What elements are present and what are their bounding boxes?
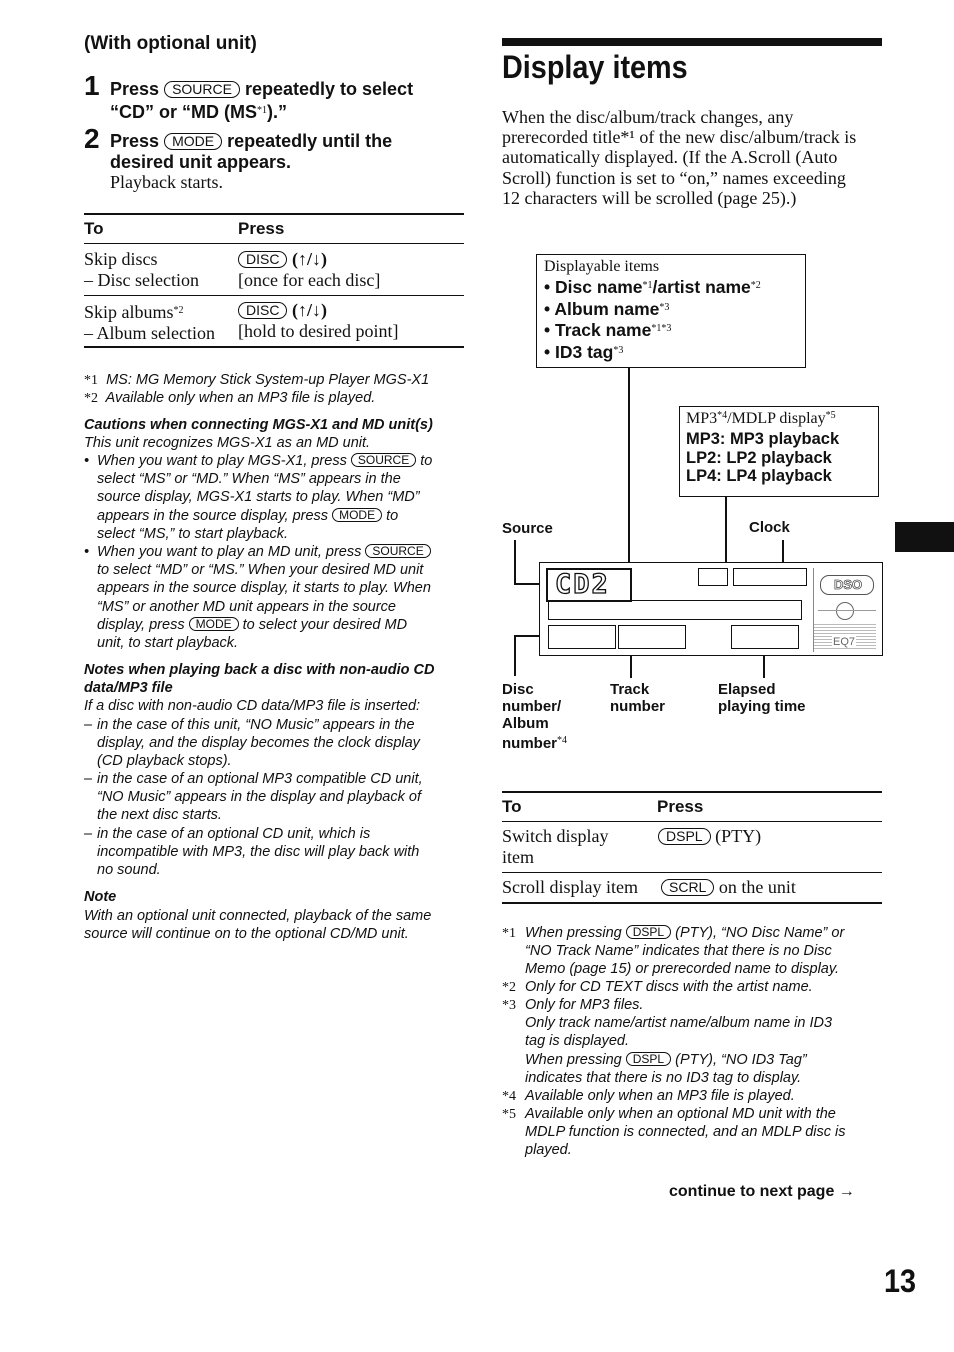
box-title: Displayable items [544, 258, 660, 275]
notes-title: Notes when playing back a disc with non-audio CD data/MP3 file [84, 662, 435, 697]
table-col-to: To [502, 797, 522, 816]
page-title: Display items [502, 49, 688, 85]
footnote-mark: *1 [502, 926, 516, 941]
disc-key: DISC [238, 302, 287, 319]
disc-key: DISC [238, 251, 287, 268]
step-1-text: Press SOURCE repeatedly to select “CD” or “MD (MS$^{*1}$).” [110, 79, 414, 122]
source-segment [546, 568, 632, 602]
name-segment [548, 600, 802, 620]
clock-segment [733, 568, 807, 586]
cautions-bullet-1: When you want to play MGS-X1, press SOURCE to select “MS” or “MD.” When “MS” appears in the source display, MGS-X1 starts to play. When “MD” appears in the source display, press MODE to select “MS,” to start playback. [97, 453, 433, 542]
section-tab [895, 522, 954, 552]
disc-number-segment [548, 625, 616, 649]
footnote-mark: *4 [502, 1089, 516, 1104]
table-row-1-press: DSPL (PTY) [658, 826, 761, 847]
label-source: Source [502, 520, 553, 537]
notes-item-3: in the case of an optional CD unit, which is incompatible with MP3, the disc will play back with no sound. [97, 826, 420, 879]
dash-marker: – [84, 717, 93, 733]
step-number-2: 2 [84, 123, 100, 154]
dso-logo-text: DSO [834, 577, 863, 592]
footnote-1: *1 MS: MG Memory Stick System-up Player MGS-X1 [84, 372, 430, 388]
up-down-arrows: (↑/↓) [291, 249, 327, 269]
notes-item-1: in the case of this unit, “NO Music” appears in the display, and the display becomes the clock display (CD playback stops). [97, 717, 420, 770]
up-down-arrows: (↑/↓) [291, 300, 327, 320]
bullet-marker: • [84, 544, 90, 560]
table-row-1-press: DISC (↑/↓) [once for each disc] [238, 249, 381, 290]
mode-key: MODE [164, 133, 222, 150]
table-col-press: Press [238, 219, 285, 238]
box-title: MP3$^{*4}$/MDLP display$^{*5}$ [686, 410, 836, 427]
page-number: 13 [884, 1263, 917, 1299]
cautions-title: Cautions when connecting MGS-X1 and MD unit(s) [84, 417, 433, 433]
dash-marker: – [84, 771, 93, 787]
dso-logo [820, 575, 874, 595]
continue-link[interactable]: continue to next page → [669, 1183, 855, 1200]
indicator-line [818, 610, 876, 611]
display-panel [539, 562, 883, 656]
step-2-sub: Playback starts. [110, 172, 223, 192]
intro-paragraph: When the disc/album/track changes, any prerecorded title*¹ of the new disc/album/track is automatically displayed. (If the A.Scroll (Auto Scroll) function is set to “on,” names exceeding 12 characters will be scrolled (page 25).) [502, 107, 857, 208]
notes-intro: If a disc with non-audio CD data/MP3 file is inserted: [84, 698, 421, 714]
source-key: SOURCE [164, 81, 240, 98]
table-row-rule [502, 872, 882, 873]
mp3-mdlp-segment [698, 568, 728, 586]
footnote-mark: *3 [502, 998, 516, 1013]
lcd-source-text: CD2 [555, 569, 610, 600]
footnote-2: *2 Available only when an MP3 file is played. [84, 390, 376, 406]
table-col-press: Press [657, 797, 704, 816]
mp3-mdlp-list: MP3: MP3 playback LP2: LP2 playback LP4: LP4 playback [686, 430, 840, 485]
footnote-2: Only for CD TEXT discs with the artist name. [525, 979, 813, 995]
footnote-1: When pressing DSPL (PTY), “NO Disc Name” or “NO Track Name” indicates that there is no Disc Memo (page 15) or prerecorded name to display. [525, 925, 845, 978]
dspl-key: DSPL [658, 828, 711, 845]
mp3-mdlp-box [679, 406, 879, 497]
indicator-area [813, 568, 878, 652]
scrl-key: SCRL [661, 879, 714, 896]
section-heading: (With optional unit) [84, 33, 257, 54]
label-track-number: Track number [610, 681, 666, 715]
label-clock: Clock [749, 519, 790, 536]
table-top-rule [502, 791, 882, 793]
table-col-to: To [84, 219, 104, 238]
table-row-2-press: DISC (↑/↓) [hold to desired point] [238, 300, 399, 341]
footnote-mark: *2 [502, 980, 516, 995]
table-bottom-rule [502, 902, 882, 904]
displayable-items-box [536, 254, 806, 368]
indicator-circle-icon [836, 602, 854, 620]
footnote-5: Available only when an optional MD unit with the MDLP function is connected, and an MDLP disc is played. [525, 1106, 846, 1159]
note-text: With an optional unit connected, playback of the same source will continue on to the optional CD/MD unit. [84, 908, 432, 943]
note-title: Note [84, 889, 117, 905]
cautions-bullet-2: When you want to play an MD unit, press SOURCE to select “MD” or “MS.” When your desired MD unit appears in the source display, it starts to play. When “MS” or another MD unit appears in the source display, press MODE to select your desired MD unit, to start playback. [97, 544, 431, 652]
table-row-2-press: SCRL on the unit [661, 877, 796, 898]
table-row-1-to: Switch display item [502, 826, 609, 867]
label-elapsed-time: Elapsed playing time [718, 681, 806, 715]
footnote-4: Available only when an MP3 file is played. [525, 1088, 795, 1104]
cautions-intro: This unit recognizes MGS-X1 as an MD unit. [84, 435, 371, 451]
step-number-1: 1 [84, 70, 100, 101]
table-row-1-to: Skip discs – Disc selection [84, 249, 199, 290]
table-row-2-to: Scroll display item [502, 877, 638, 897]
elapsed-time-segment [731, 625, 799, 649]
eq-label: EQ7 [833, 636, 856, 648]
dash-marker: – [84, 826, 93, 842]
step-2-text: Press MODE repeatedly until the desired unit appears. [110, 131, 393, 172]
track-number-segment [618, 625, 686, 649]
bullet-marker: • [84, 453, 90, 469]
table-header-rule [502, 821, 882, 822]
notes-item-2: in the case of an optional MP3 compatible CD unit, “NO Music” appears in the display and playback of the next disc starts. [97, 771, 423, 824]
footnote-mark: *5 [502, 1107, 516, 1122]
footnote-3: Only for MP3 files. Only track name/artist name/album name in ID3 tag is displayed. When pressing DSPL (PTY), “NO ID3 Tag” indicates that there is no ID3 tag to display. [525, 997, 833, 1086]
label-disc-number: Disc number/ Album number$^{*4}$ [502, 681, 568, 752]
table-row-2-to: Skip albums$^{*2}$ – Album selection [84, 302, 215, 343]
displayable-items-list: • Disc name$^{*1}$/artist name$^{*2}$ • Album name$^{*3}$ • Track name$^{*1*3}$ • ID3 tag$^{*3}$ [544, 277, 761, 362]
